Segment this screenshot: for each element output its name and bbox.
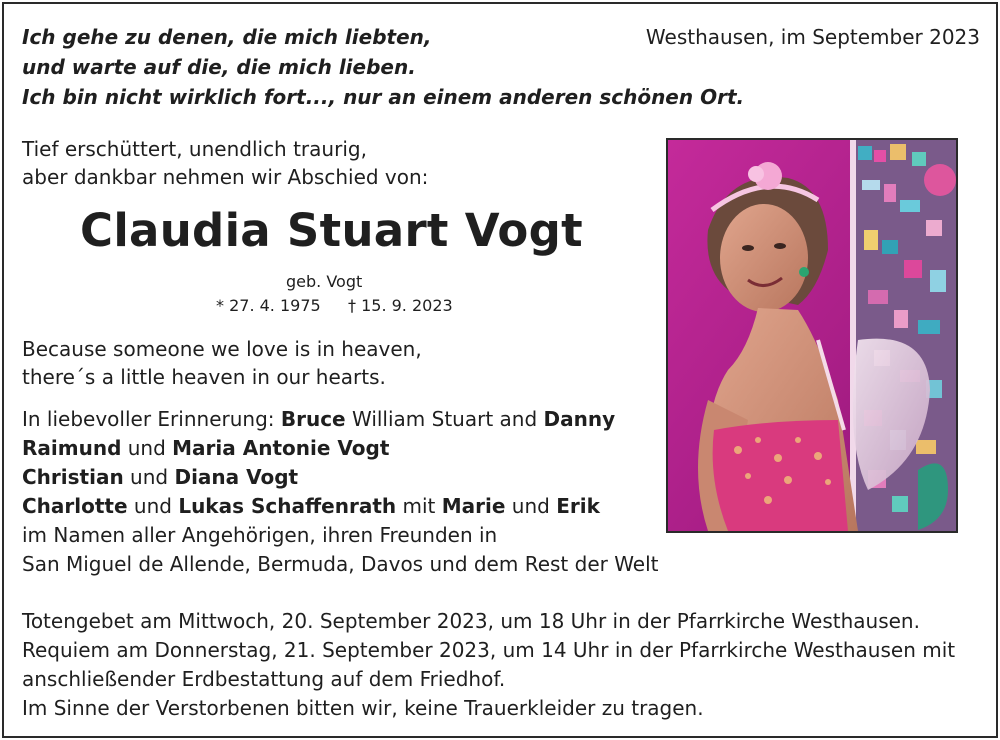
quote-line-2: und warte auf die, die mich lieben. — [22, 55, 416, 79]
mourner-christian: Christian — [22, 465, 124, 489]
mourners-line-1 — [22, 404, 615, 434]
quote-line-3: Ich bin nicht wirklich fort..., nur an einem anderen schönen Ort. — [22, 85, 745, 109]
mourners-intro: In liebevoller Erinnerung: — [22, 407, 281, 431]
verse-line-2: there´s a little heaven in our hearts. — [22, 365, 386, 389]
mourner-raimund: Raimund — [22, 436, 122, 460]
quote-line-1: Ich gehe zu denen, die mich liebten, — [22, 25, 432, 49]
intro-line-2: aber dankbar nehmen wir Abschied von: — [22, 165, 429, 189]
service-line-2: Requiem am Donnerstag, 21. September 2023, um 14 Uhr in der Pfarrkirche Westhausen mit — [22, 638, 956, 662]
mourners-line-5: im Namen aller Angehörigen, ihren Freunden in — [22, 523, 498, 547]
service-line-1: Totengebet am Mittwoch, 20. September 2023, um 18 Uhr in der Pfarrkirche Westhausen. — [22, 609, 920, 633]
conjunction-und: und — [505, 494, 557, 518]
mourner-bruce: Bruce — [280, 407, 346, 431]
mourners-line-6: San Miguel de Allende, Bermuda, Davos und dem Rest der Welt — [22, 552, 659, 576]
mourners-line-2 — [22, 433, 389, 463]
conjunction-und: und — [123, 465, 175, 489]
verse-line-1: Because someone we love is in heaven, — [22, 337, 422, 361]
mourner-danny: Danny — [543, 407, 616, 431]
service-line-4: Im Sinne der Verstorbenen bitten wir, keine Trauerkleider zu tragen. — [22, 696, 704, 720]
death-date: † 15. 9. 2023 — [348, 296, 453, 315]
mourner-lukas-schaffenrath: Lukas Schaffenrath — [178, 494, 397, 518]
mourner-maria-antonie-vogt: Maria Antonie Vogt — [172, 436, 390, 460]
intro-line-1: Tief erschüttert, unendlich traurig, — [22, 137, 367, 161]
mourner-marie: Marie — [441, 494, 506, 518]
mourner-charlotte: Charlotte — [22, 494, 128, 518]
service-line-3: anschließender Erdbestattung auf dem Friedhof. — [22, 667, 506, 691]
deceased-name: Claudia Stuart Vogt — [80, 204, 583, 257]
conjunction-mit: mit — [396, 494, 442, 518]
conjunction-und: und — [121, 436, 173, 460]
mourners-line-4 — [22, 491, 600, 521]
conjunction-und: und — [127, 494, 179, 518]
place-date: Westhausen, im September 2023 — [645, 25, 980, 49]
mourners-line-3 — [22, 462, 298, 492]
birth-date: * 27. 4. 1975 — [216, 296, 321, 315]
mourner-erik: Erik — [556, 494, 600, 518]
portrait-photo — [666, 138, 958, 533]
mourner-diana-vogt: Diana Vogt — [174, 465, 299, 489]
mourner-william-stuart: William Stuart and — [345, 407, 544, 431]
birth-name: geb. Vogt — [286, 272, 363, 291]
